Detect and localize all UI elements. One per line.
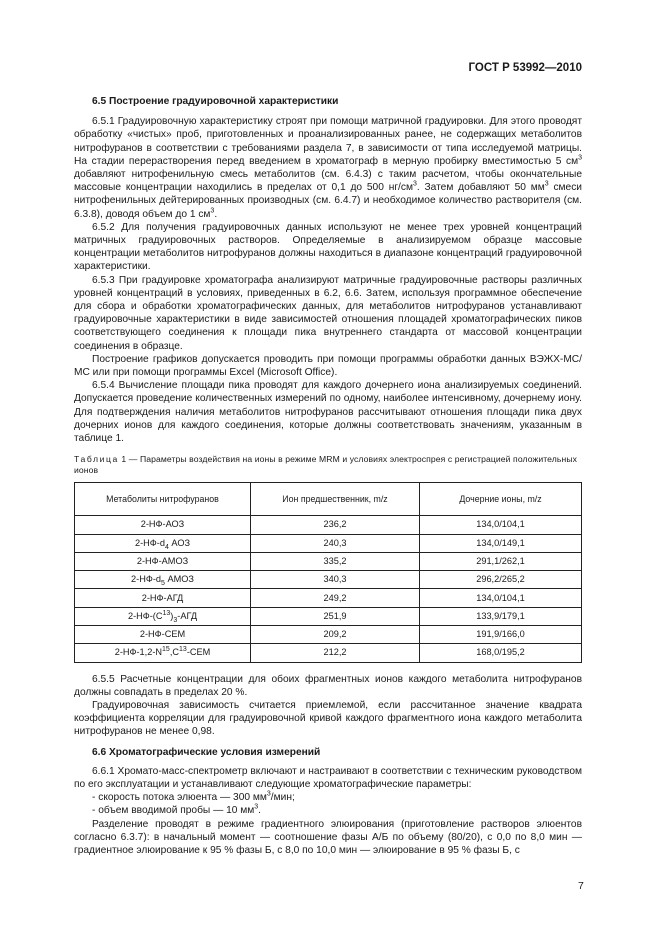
list-item: - скорость потока элюента — 300 $мм^3$/мин; [92,790,295,804]
paragraph-6-5-2: 6.5.2 Для получения градуировочных данных используют не менее трех уровней концентраций матричных градуировочных растворов. Определяемые в анализируемом образце массовые концентрации метаболитов нитрофуранов должны находиться в диапазоне концентраций градуировочной характеристики. [74,221,582,273]
section-title: 6.6 Хроматографические условия измерений [92,746,321,758]
daughter-ions-cell: 134,0/149,1 [420,534,582,552]
daughter-ions-cell: 296,2/265,2 [420,571,582,589]
paragraph-6-5-3: 6.5.3 При градуировке хроматографа анализируют матричные градуировочные растворы различных уровней концентраций в условиях, приведенных в 6.2, 6.6. Затем, используя программное обеспечение для сбора и обработки хроматографических данных, для метаболитов нитрофуранов устанавливают градуировочные характеристики в виде зависимостей отношения площадей хроматографических пиков соответствующего соединения к площади пика внутреннего стандарта от массовой концентрации соединения в образце. [74,274,582,352]
metabolite-cell: 2-НФ-АМОЗ [75,552,251,570]
table-row [75,552,582,570]
paragraph-6-5-1: 6.5.1 Градуировочную характеристику строят при помощи матричной градуировки. Для этого проводят обработку «чистых» проб, приготовленных и проанализированных ранее, не содержащих метаболитов нитрофуранов в соответствии с требованиями раздела 7, в зависимости от типа исследуемой матрицы. На стадии перерастворения перед введением в хроматограф в мерную пробирку вместимостью 5 $см^3$ добавляют нитрофенильную смесь метаболитов (см. 6.4.3) с таким расчетом, чтобы окончательные массовые концентрации находились в пределах от 0,1 до 500 $нг/см^3$. Затем добавляют 50 $мм^3$ смеси нитрофенильных дейтерированных производных (см. 6.4.7) и необходимое количество растворителя (см. 6.3.8), доводя объем до 1 $см^3$. [74,116,583,220]
paragraph-6-5-3-b: Построение графиков допускается проводить при помощи программы обработки данных ВЭЖХ-МС/МС или при помощи программы Excel (Microsoft Office). [74,353,582,379]
table-row [75,534,582,552]
paragraph-6-6-1: 6.6.1 Хромато-масс-спектрометр включают и настраивают в соответствии с техническим руководством по его эксплуатации и устанавливают следующие хроматографические параметры: [74,765,582,791]
section-6-5 [74,95,582,857]
daughter-ions-cell: 134,0/104,1 [420,589,582,607]
section-title: 6.5 Построение градуировочной характеристики [92,96,339,107]
precursor-ion-cell: 335,2 [251,552,420,570]
daughter-ions-cell: 191,9/166,0 [420,626,582,644]
metabolite-cell: $2-НФ-(С^{13})_3$-АГД [75,607,251,625]
metabolite-cell: $2-НФ-d_4$ АОЗ [75,534,251,552]
paragraph-6-5-4: 6.5.4 Вычисление площади пика проводят для каждого дочернего иона анализируемых соединений. Допускается проведение количественных измерений по одному, наиболее интенсивному, дочернему иону. Для подтверждения наличия метаболитов нитрофуранов рассчитывают отношения площади пика двух дочерних ионов для каждого соединения, которые должны соответствовать значениям, указанным в таблице 1. [74,380,582,445]
paragraph-6-6-2: Разделение проводят в режиме градиентного элюирования (приготовление растворов элюентов согласно 6.3.7): в начальный момент — соотношение фазы А/Б по объему (80/20), с 0,0 по 8,0 мин — градиентное элюирование к 95 % фазы Б, с 8,0 по 10,0 мин — элюирование в 95 % фазы Б, с [74,818,582,857]
metabolite-cell: 2-НФ-СЕМ [75,626,251,644]
table-caption: Таблица 1 — Параметры воздействия на ионы в режиме MRM и условиях электроспрея с регистрацией положительных ионов [74,454,577,476]
precursor-ion-cell: 340,3 [251,571,420,589]
precursor-ion-cell: 240,3 [251,534,420,552]
precursor-ion-cell: 236,2 [251,516,420,534]
metabolite-cell: $2-НФ-d_5$ АМОЗ [75,571,251,589]
table-1 [74,482,582,662]
precursor-ion-cell: 212,2 [251,644,420,662]
daughter-ions-cell: 291,1/262,1 [420,552,582,570]
metabolite-cell: 2-НФ-АОЗ [75,516,251,534]
table-row [75,626,582,644]
column-header: Метаболиты нитрофуранов [75,483,251,516]
precursor-ion-cell: 251,9 [251,607,420,625]
daughter-ions-cell: 168,0/195,2 [420,644,582,662]
precursor-ion-cell: 249,2 [251,589,420,607]
metabolite-cell: $2-НФ-1,2-N^{15},С^{13}$-СЕМ [75,644,251,662]
table-row [75,644,582,662]
table-row [75,607,582,625]
page-number: 7 [578,880,584,892]
table-row [75,516,582,534]
daughter-ions-cell: 133,9/179,1 [420,607,582,625]
column-header: Ион предшественник, m/z [251,483,420,516]
daughter-ions-cell: 134,0/104,1 [420,516,582,534]
paragraph-6-5-5: 6.5.5 Расчетные концентрации для обоих фрагментных ионов каждого метаболита нитрофуранов должны совпадать в пределах 20 %. [74,673,582,698]
column-header: Дочерние ионы, m/z [420,483,582,516]
table-row [75,571,582,589]
table-header-row [75,483,582,516]
metabolite-cell: 2-НФ-АГД [75,589,251,607]
table-row [75,589,582,607]
list-item: - объем вводимой пробы — 10 $мм^3$. [92,804,262,817]
document-id: ГОСТ Р 53992—2010 [468,62,582,74]
paragraph-6-5-5-b: Градуировочная зависимость считается приемлемой, если рассчитанное значение квадрата коэффициента корреляции для градуировочной кривой каждого фрагментного иона каждого метаболита нитрофуранов не менее 0,98. [74,700,582,738]
precursor-ion-cell: 209,2 [251,626,420,644]
